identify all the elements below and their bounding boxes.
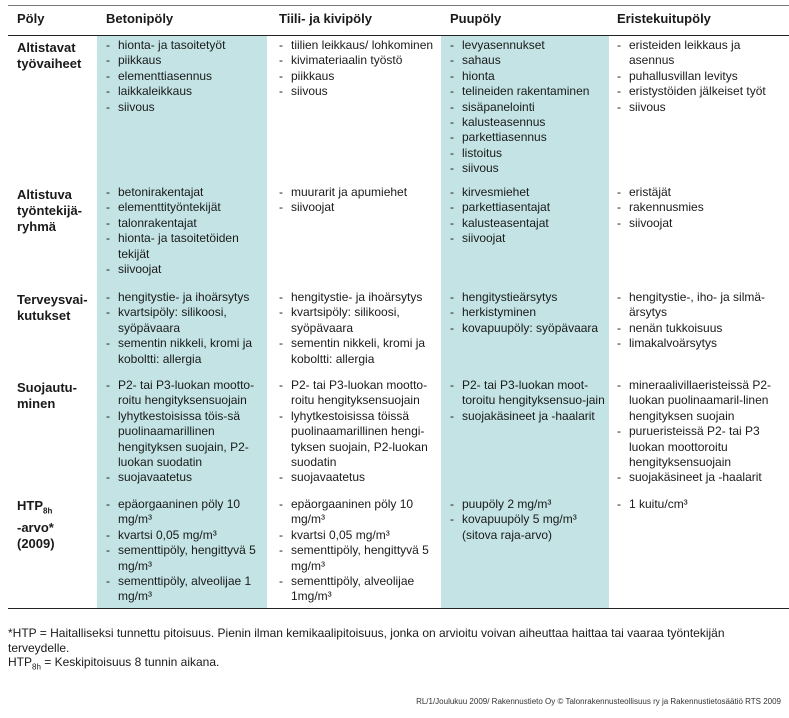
- cell-r2-c2: [279, 290, 439, 367]
- list-item: - epäorgaaninen pöly 10 mg/m³: [279, 497, 439, 528]
- copyright-credit: RL/1/Joulukuu 2009/ Rakennustieto Oy © Talonrakennusteollisuus ry ja Rakennustietosäätiö RTS 2009: [416, 697, 781, 706]
- list-item: - muurarit ja apumiehet: [279, 185, 439, 200]
- list-item: - suojavaatetus: [106, 470, 266, 485]
- cell-r1-c1: [106, 185, 266, 277]
- list-item: - kalusteasentajat: [450, 216, 606, 231]
- list-item: - sahaus: [450, 53, 606, 68]
- list-item: - sementtipöly, hengittyvä 5 mg/m³: [279, 543, 439, 574]
- list-item: - suojavaatetus: [279, 470, 439, 485]
- list-item: - kvartsipöly: silikoosi, syöpävaara: [106, 305, 266, 336]
- header-puupoly: Puupöly: [450, 11, 502, 26]
- list-item: - sementtipöly, alveolijae 1 mg/m³: [106, 574, 266, 605]
- htp-label-sub: 8h: [43, 506, 53, 516]
- cell-r1-c2: [279, 185, 439, 216]
- list-item: - siivoojat: [106, 262, 266, 277]
- cell-r2-c3: [450, 290, 606, 336]
- list-item: - hengitystie-, iho- ja silmä-ärsytys: [617, 290, 783, 321]
- list-item: - talonrakentajat: [106, 216, 266, 231]
- list-item: - siivous: [617, 100, 783, 115]
- list-item: - siivous: [106, 100, 266, 115]
- list-item: - kvartsi 0,05 mg/m³: [279, 528, 439, 543]
- list-item: - puhallusvillan levitys: [617, 69, 783, 84]
- table-top-rule: [8, 5, 789, 6]
- list-item: - rakennusmies: [617, 200, 783, 215]
- list-item: - siivous: [450, 161, 606, 176]
- list-item: - lyhytkestoisissa töissä puolinaamarillinen hengi-tyksen suojain, P2-luokan suodatin: [279, 409, 439, 471]
- list-item: - piikkaus: [106, 53, 266, 68]
- list-item: - siivoojat: [450, 231, 606, 246]
- cell-r4-c2: [279, 497, 439, 605]
- list-item: - suojakäsineet ja -haalarit: [617, 470, 783, 485]
- list-item: - eristeiden leikkaus ja asennus: [617, 38, 783, 69]
- cell-r3-c2: [279, 378, 439, 486]
- list-item: - hengitystie- ja ihoärsytys: [106, 290, 266, 305]
- list-item: - lyhytkestoisissa töis-sä puolinaamarillinen hengityksen suojain, P2-luokan suodatin: [106, 409, 266, 471]
- list-item: - hionta- ja tasoitetyöt: [106, 38, 266, 53]
- cell-r3-c4: [617, 378, 783, 486]
- header-eristekuitupoly: Eristekuitupöly: [617, 11, 711, 26]
- list-item: - elementtityöntekijät: [106, 200, 266, 215]
- header-betonipoly: Betonipöly: [106, 11, 174, 26]
- list-item: - herkistyminen: [450, 305, 606, 320]
- row-label-altistuva: Altistuva työntekijä-ryhmä: [17, 187, 83, 234]
- list-item: - parkettiasentajat: [450, 200, 606, 215]
- list-item: - hionta: [450, 69, 606, 84]
- cell-r3-c3: [450, 378, 606, 424]
- header-tiili-kivipoly: Tiili- ja kivipöly: [279, 11, 372, 26]
- list-item: - sementin nikkeli, kromi ja koboltti: allergia: [106, 336, 266, 367]
- list-item: - sisäpanelointi: [450, 100, 606, 115]
- cell-r0-c1: [106, 38, 266, 115]
- list-item: - betonirakentajat: [106, 185, 266, 200]
- cell-r3-c1: [106, 378, 266, 486]
- row-label-htp8h: [17, 498, 95, 552]
- list-item: - siivoojat: [617, 216, 783, 231]
- footnote-htp8h: [8, 655, 783, 674]
- cell-r2-c1: [106, 290, 266, 367]
- cell-r4-c3: [450, 497, 606, 543]
- list-item: - mineraalivillaeristeissä P2-luokan puolinaamaril-linen hengityksen suojain: [617, 378, 783, 424]
- list-item: - hengitystie- ja ihoärsytys: [279, 290, 439, 305]
- header-rule: [8, 35, 789, 36]
- table-bottom-rule: [8, 608, 789, 609]
- list-item: - hengitystieärsytys: [450, 290, 606, 305]
- htp-label-year: (2009): [17, 535, 55, 551]
- footnote-htp8h-main: HTP: [8, 655, 32, 669]
- list-item: - limakalvoärsytys: [617, 336, 783, 351]
- list-item: - laikkaleikkaus: [106, 84, 266, 99]
- list-item: - kovapuupöly 5 mg/m³ (sitova raja-arvo): [450, 512, 606, 543]
- list-item: - purueristeissä P2- tai P3 luokan moottoroitu hengityksensuojain: [617, 424, 783, 470]
- footnote-htp8h-rest: = Keskipitoisuus 8 tunnin aikana.: [40, 655, 220, 669]
- cell-r1-c4: [617, 185, 783, 231]
- list-item: - siivous: [279, 84, 439, 99]
- list-item: - P2- tai P3-luokan mootto-roitu hengityksensuojain: [106, 378, 266, 409]
- list-item: - sementtipöly, hengittyvä 5 mg/m³: [106, 543, 266, 574]
- list-item: - hionta- ja tasoitetöiden tekijät: [106, 231, 266, 262]
- list-item: - 1 kuitu/cm³: [617, 497, 783, 512]
- list-item: - kvartsi 0,05 mg/m³: [106, 528, 266, 543]
- list-item: - kivimateriaalin työstö: [279, 53, 439, 68]
- header-row-label: Pöly: [17, 11, 45, 26]
- cell-r0-c4: [617, 38, 783, 115]
- cell-r2-c4: [617, 290, 783, 352]
- cell-r0-c3: [450, 38, 606, 177]
- list-item: - telineiden rakentaminen: [450, 84, 606, 99]
- row-label-altistavat: Altistavat työvaiheet: [17, 40, 82, 71]
- list-item: - nenän tukkoisuus: [617, 321, 783, 336]
- htp-label-main: HTP: [17, 498, 43, 513]
- cell-r0-c2: [279, 38, 439, 100]
- footnote-htp: *HTP = Haitalliseksi tunnettu pitoisuus. Pienin ilman kemikaalipitoisuus, jonka on arvioitu voivan aiheuttaa haittaa tai vaaraa työntekijän terveydelle.: [8, 626, 725, 655]
- row-label-terveysvaikutukset: Terveysvai-kutukset: [17, 292, 88, 323]
- list-item: - parkettiasennus: [450, 130, 606, 145]
- list-item: - P2- tai P3-luokan moot-toroitu hengityksensuo-jain: [450, 378, 606, 409]
- list-item: - elementtiasennus: [106, 69, 266, 84]
- list-item: - listoitus: [450, 146, 606, 161]
- list-item: - eristäjät: [617, 185, 783, 200]
- list-item: - sementtipöly, alveolijae 1mg/m³: [279, 574, 439, 605]
- cell-r1-c3: [450, 185, 606, 247]
- list-item: - suojakäsineet ja -haalarit: [450, 409, 606, 424]
- cell-r4-c4: [617, 497, 783, 512]
- list-item: - levyasennukset: [450, 38, 606, 53]
- list-item: - kalusteasennus: [450, 115, 606, 130]
- row-label-suojautuminen: Suojautu-minen: [17, 380, 77, 411]
- list-item: - kirvesmiehet: [450, 185, 606, 200]
- footnote-htp8h-sub: 8h: [32, 662, 41, 672]
- list-item: - siivoojat: [279, 200, 439, 215]
- list-item: - piikkaus: [279, 69, 439, 84]
- list-item: - puupöly 2 mg/m³: [450, 497, 606, 512]
- list-item: - P2- tai P3-luokan mootto-roitu hengityksensuojain: [279, 378, 439, 409]
- list-item: - epäorgaaninen pöly 10 mg/m³: [106, 497, 266, 528]
- list-item: - eristystöiden jälkeiset työt: [617, 84, 783, 99]
- htp-label-rest: -arvo*: [17, 519, 54, 535]
- cell-r4-c1: [106, 497, 266, 605]
- list-item: - kvartsipöly: silikoosi, syöpävaara: [279, 305, 439, 336]
- list-item: - tiilien leikkaus/ lohkominen: [279, 38, 439, 53]
- list-item: - sementin nikkeli, kromi ja koboltti: allergia: [279, 336, 439, 367]
- list-item: - kovapuupöly: syöpävaara: [450, 321, 606, 336]
